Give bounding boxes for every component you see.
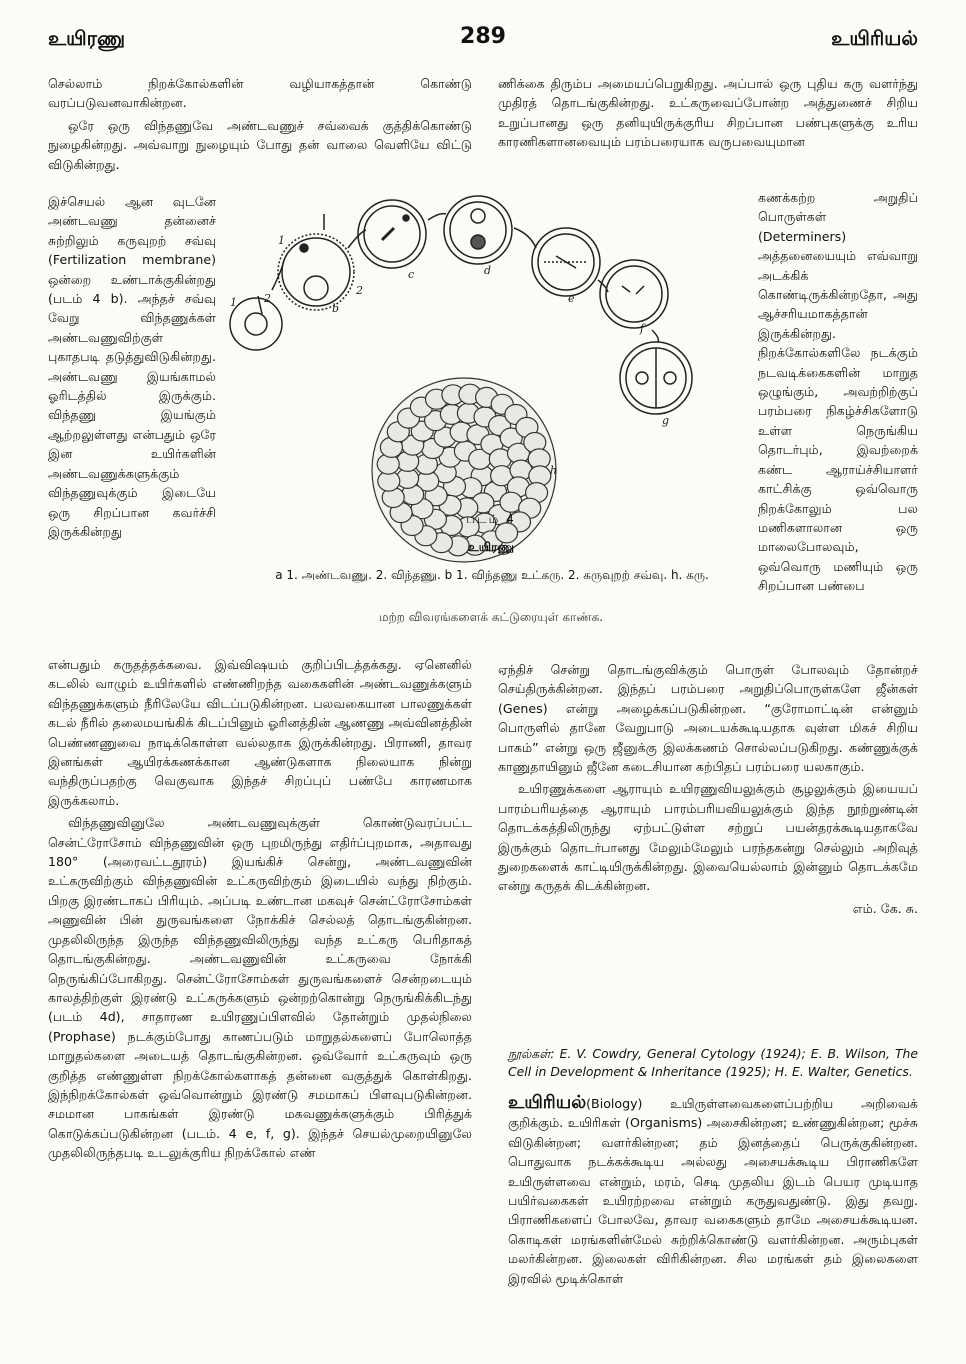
right-top-text [498,74,918,155]
entry-body: உயிருள்ளவைகளைப்பற்றிய அறிவைக் குறிக்கும். உயிரிகள் (Organisms) அசைகின்றன; உண்ணுகின்றன; மூச்சு விடுகின்றன; வளர்கின்றன; தம் இனத்தைப் பெருக்குகின்றன. பொதுவாக நடக்கக்கூடிய அல்லது அசையக்கூடிய பிராணிகளே உயிருள்ளவை என்றும், மரம், செடி முதலிய இடம் பெயர முடியாத பயிர்வகைகள் உயிரற்றவை என்றும் கருதுவதுண்டு. இது தவறு. பிராணிகளைப் போலவே, தாவர வகைகளும் தாமே அசையக்கூடியன. கொடிகள் மரங்களின்மேல் சுற்றிக்கொண்டு வளர்கின்றன. அரும்புகள் மலர்கின்றன. இலைகள் விரிகின்றன. சில மரங்கள் தம் இலைகளை இரவில் மூடிக்கொள் [508,1096,918,1286]
figure-label: 2 [356,284,363,297]
right-narrow-text [758,188,918,599]
header-left: உயிரணு [48,26,126,50]
figure-legend: a 1. அண்டவணு. 2. விந்தணு. b 1. விந்தணு உட்கரு. 2. கருவுறற் சவ்வு. h. கரு. [275,568,709,582]
next-entry [508,1093,918,1291]
paragraph: கணக்கற்ற அறுதிப் பொருள்கள் (Determiners) அத்தனையையும் எவ்வாறு அடக்கிக் கொண்டிருக்கின்றதோ, அது ஆச்சரியமாகத்தான் இருக்கின்றது. நிறக்கோல்களிலே நடக்கும் நடவடிக்கைகளின் மாறுத ஒழுங்கும், அவற்றிற்குப் பரம்பரை நிகழ்ச்சிகளோடு உள்ள நெருங்கிய தொடர்பும், இவற்றைக் கண்ட ஆராய்ச்சியாளர் காட்சிக்கு ஒவ்வொரு நிறக்கோலும் பல மணிகளாலான ஒரு மாலைபோலவும், ஒவ்வொரு மணியும் ஒரு சிறப்பான பண்பை [758,190,918,594]
paragraph: இச்செயல் ஆன வுடனே அண்டவணு தன்னைச் சுற்றிலும் கருவுறற் சவ்வு (Fertilization membrane) ஒன்றை உண்டாக்குகின்றது (படம் 4 b). அந்தச் சவ்வு வேறு விந்தணுக்கள் அண்டவணுவிற்குள் புகாதபடி தடுத்துவிடுகின்றது. அண்டவணு இயங்காமல் ஓரிடத்தில் இருக்கும். விந்தணு இயங்கும் ஆற்றலுள்ளது என்பதும் ஒரே இன உயிர்களின் அண்டவணுக்களுக்கும் விந்தணுவுக்கும் இடையே ஒரு சிறப்பான கவர்ச்சி இருக்கின்றது [48,194,216,539]
references: நூல்கள்: E. V. Cowdry, General Cytology (1924); E. B. Wilson, The Cell in Development & Inheritance (1925); H. E. Walter, Genetics. [508,1046,918,1079]
figure-label: e [568,292,575,305]
figure-label: 1 [278,234,285,247]
figure-note: மற்ற விவரங்களைக் கட்டுரையுள் காண்க. [378,610,604,624]
egg-cell-f [600,260,668,328]
page-number: 289 [460,24,506,49]
left-top-text [48,74,472,177]
figure-label: b [332,302,340,315]
header-right: உயிரியல் [831,26,918,50]
sperm-head-b [300,244,308,252]
entry-english: (Biology) [586,1096,643,1111]
egg-cell-d [444,196,512,264]
figure-label: 1 [230,296,237,309]
figure-label: f [640,322,645,335]
figure-label-title: படம் 4 [466,512,516,526]
egg-cell-b [282,238,350,306]
paragraph: ஏந்திச் சென்று தொடங்குவிக்கும் பொருள் போலவும் தோன்றச் செய்திருக்கின்றன. இந்தப் பரம்பரை அறுதிப்பொருள்களே ஜீன்கள் (Genes) என்று அழைக்கப்படுகின்றன. “குரோமாட்டின் என்னும் பொருளில் தானே வேறுபாடு அடையக்கூடியதாக வுள்ள மிகச் சிறிய பாகம்” என்று ஒரு ஜீனுக்கு இலக்கணம் சொல்லப்படுகிறது. கண்ணுக்குக் காணுதாயினும் ஜீனே கடைசியான கற்பிதப் பரம்பரை யலகாகும். [498,662,918,775]
left-narrow-text [48,192,216,544]
figure-label: h [550,464,558,477]
figure-label: g [662,414,670,427]
signature: எம். கே. சு. [852,900,918,916]
figure-label: c [408,268,415,281]
figure-label: d [484,264,492,277]
paragraph: விந்தணுவினுலே அண்டவணுவுக்குள் கொண்டுவரப்பட்ட சென்ட்ரோசோம் விந்தணுவின் ஒரு புறமிருந்து எதிர்ப்புறமாக, அதாவது 180° (அரைவட்டதூரம்) இயங்கிச் சென்று, அண்டவணுவின் உட்கருவிற்கும் விந்தணுவின் உட்கருவிற்கும் இடையில் வந்து நிற்கும். பிறகு இரண்டாகப் பிரியும். அப்படி உண்டான மகவுச் சென்ட்ரோசோம்கள் அணுவின் பின் துருவங்களை நோக்கிச் செல்லத் தொடங்குகின்றன. முதலிலிருந்த இருந்த விந்தணுவிலிருந்து வந்த உட்கரு பெரிதாகத் தொடங்குகின்றது. அண்டவணுவின் உட்கருவை நோக்கி நெருங்கிப்போகிறது. சென்ட்ரோசோம்கள் துருவங்களைச் சென்றடையும் காலத்திற்குள் இரண்டு உட்கருக்களும் ஒன்றற்கொன்று நெருங்கிக்கிடந்து (படம் 4d), சாதாரண உயிரணுப்பிளவில் தோன்றும் முதல்நிலை (Prophase) நடக்கும்போது காணப்படும் மாறுதல்களைப் போலொத்த மாறுதல்களை அடையத் தொடங்குகின்றன. ஒவ்வோர் உட்கருவும் ஒரு குறித்த எண்ணுள்ள நிறக்கோல்களாகத் தன்னை வகுத்துக் கொள்கிறது. இந்நிறக்கோல்கள் ஒவ்வொன்றும் இரண்டு சமமாகப் பிளவுபடுகின்றன. சமமான பாகங்கள் இரண்டு மகவணுக்களுக்கும் பிரித்துக் கொடுக்கப்படுகின்றன (படம். 4 e, f, g). இந்தச் செயல்முறையினுலே முதலிலிருந்தபடி உடலுக்குரிய நிறக்கோல் எண் [48,815,472,1161]
paragraph: என்பதும் கருதத்தக்கவை. இவ்விஷயம் குறிப்பிடத்தக்கது. ஏனெனில் கடலில் வாழும் உயிர்களில் எண்ணிறந்த வகைகளின் அண்டவணுக்களும் விந்தணுக்களும் நீரிலேயே விடப்படுகின்றன. பலவகையான பாலணுக்கள் கடல் நீரில் தலைமயங்கிக் கிடப்பினும் ஓரினத்தின் ஆணணு அவ்வினத்தின் பெண்ணணுவை நாடிக்கொள்ள வல்லதாக இருக்கின்றது. பிராணி, தாவர இனங்கள் ஆயிரக்கணக்கான ஆண்டுகளாக நிலையாக நின்று வந்திருப்பதற்கு வெகுவாக இந்தச் சிறப்புப் பண்பே காரணமாக இருக்கலாம். [48,657,472,808]
egg-cell-c [358,200,426,268]
entry-heading: உயிரியல் [508,1092,587,1113]
egg-nucleus-b [304,276,328,300]
figure-title: உயிரணு [467,540,515,554]
paragraph [508,1093,918,1288]
egg-cell-a [230,298,282,350]
paragraph: ஒரே ஒரு விந்தணுவே அண்டவணுச் சவ்வைக் குத்திக்கொண்டு நுழைகின்றது. அவ்வாறு நுழையும் போது தன் வாலை வெளியே விட்டு விடுகின்றது. [48,117,472,172]
right-bottom-text [498,660,918,921]
left-bottom-text [48,655,472,1166]
egg-nucleus-a [245,313,267,335]
fertilization-membrane [278,234,354,310]
figure-label: 2 [264,292,271,305]
morula-cluster [372,378,556,562]
paragraph: உயிரணுக்களை ஆராயும் உயிரணுவியலுக்கும் சூழலுக்கும் இயையப் பாரம்பரியத்தை ஆராயும் பாரம்பரியவியலுக்கும் இந்த நூற்றுண்டின் தொடக்கத்திலிருந்து ஏற்பட்டுள்ள சற்றுப் பயன்தரக்கூடியதாகவே இருக்கும் தொடர்பானது மேலும்மேலும் பரந்தகன்று செல்லும் அறிவுத் துறைகளைக் காட்டியிருக்கின்றது. இவையெல்லாம் இன்னும் தொடக்கமே என்று கருதக் கிடக்கின்றன. [498,781,918,894]
paragraph: ணிக்கை திரும்ப அமையப்பெறுகிறது. அப்பால் ஒரு புதிய கரு வளர்ந்து முதிரத் தொடங்குகின்றது. உட்கருவைப்போன்ற அத்துணைச் சிறிய உறுப்பானது ஒரு தனியுயிருக்குரிய சிறப்பான பண்புகளுக்கு உரிய காரணிகளானவையும் பரம்பரையாக வருபவையுமான [498,76,918,150]
paragraph: செல்லாம் நிறக்கோல்களின் வழியாகத்தான் கொண்டு வரப்படுவனவாகின்றன. [48,76,472,111]
